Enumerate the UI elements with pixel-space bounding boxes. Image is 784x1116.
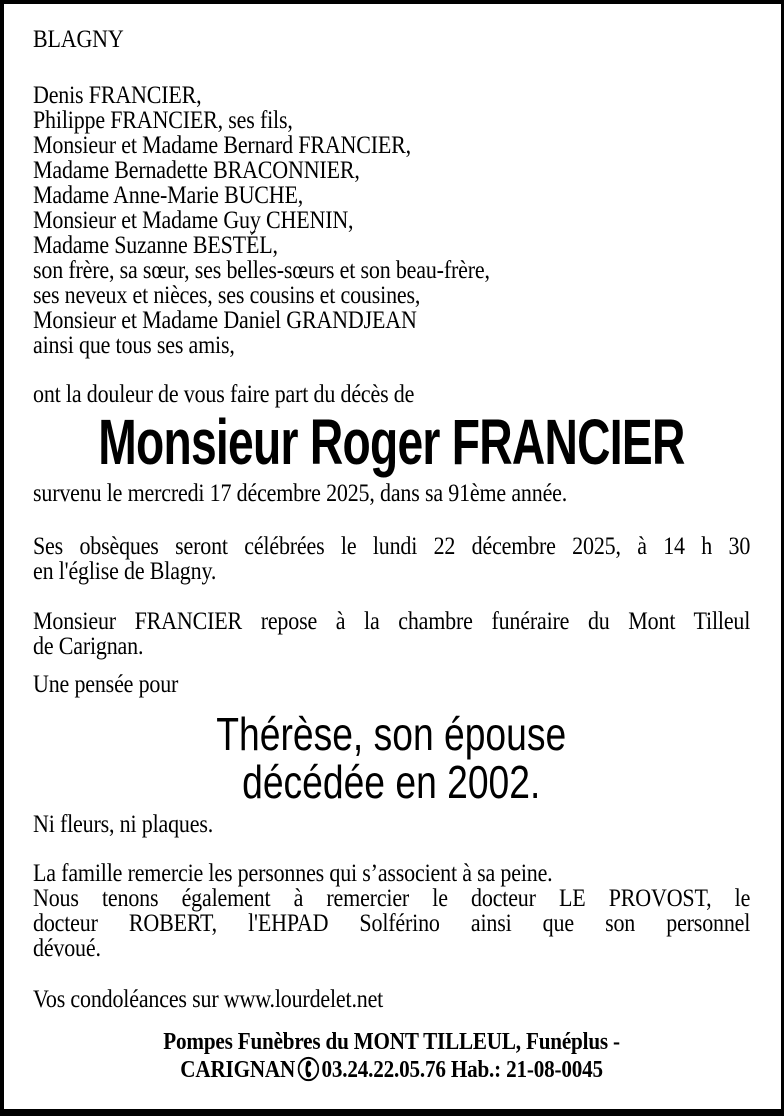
no-flowers-line: Ni fleurs, ni plaques. [33, 811, 214, 838]
thanks-line: dévoué. [33, 935, 101, 962]
funeral-home-name-line: Pompes Funèbres du MONT TILLEUL, Funéplus - [163, 1029, 620, 1055]
repose-line: de Carignan. [33, 633, 144, 660]
tribute-line: Thérèse, son épouse [216, 708, 567, 760]
funeral-home-contact-line [33, 1056, 750, 1084]
funeral-home-phone: 03.24.22.05.76 Hab.: 21-08-0045 [321, 1057, 603, 1083]
funeral-home-footer [33, 1028, 750, 1084]
family-member-line: Madame Anne-Marie BUCHE, [33, 182, 304, 209]
family-member-line: Denis FRANCIER, [33, 82, 202, 109]
tribute-line: décédée en 2002. [242, 756, 541, 808]
tribute-block [33, 710, 750, 806]
family-friends-line: ainsi que tous ses amis, [33, 332, 235, 359]
announcement-line: ont la douleur de vous faire part du décès de [33, 381, 415, 408]
thought-intro-line: Une pensée pour [33, 671, 179, 698]
tribute-text [217, 710, 567, 806]
condolences-line: Vos condoléances sur www.lourdelet.net [33, 986, 384, 1013]
family-member-line: Madame Suzanne BESTÉL, [33, 232, 278, 259]
family-relations-line: ses neveux et nièces, ses cousins et cousines, [33, 282, 421, 309]
notice-content [33, 0, 750, 1116]
ceremony-paragraph [33, 534, 750, 584]
family-member-line: Madame Bernadette BRACONNIER, [33, 157, 360, 184]
repose-line: Monsieur FRANCIER repose à la chambre funéraire du Mont Tilleul [33, 608, 751, 635]
family-list [33, 83, 750, 358]
thanks-line: docteur ROBERT, l'EHPAD Solférino ainsi que son personnel [33, 910, 751, 937]
repose-paragraph [33, 609, 750, 659]
city-name: BLAGNY [33, 26, 124, 53]
thanks-paragraph [33, 861, 750, 961]
family-relations-line: son frère, sa sœur, ses belles-sœurs et son beau-frère, [33, 257, 490, 284]
family-member-line: Monsieur et Madame Bernard FRANCIER, [33, 132, 411, 159]
thanks-line: La famille remercie les personnes qui s’associent à sa peine. [33, 860, 553, 887]
funeral-home-city: CARIGNAN [180, 1057, 296, 1083]
family-member-line: Philippe FRANCIER, ses fils, [33, 107, 293, 134]
family-member-line: Monsieur et Madame Guy CHENIN, [33, 207, 354, 234]
deceased-name: Monsieur Roger FRANCIER [98, 406, 685, 478]
family-member-line: Monsieur et Madame Daniel GRANDJEAN [33, 307, 417, 334]
death-date-line: survenu le mercredi 17 décembre 2025, dans sa 91ème année. [33, 480, 568, 507]
thanks-line: Nous tenons également à remercier le docteur LE PROVOST, le [33, 885, 751, 912]
ceremony-line: Ses obsèques seront célébrées le lundi 22 décembre 2025, à 14 h 30 [33, 533, 751, 560]
deceased-name-block [33, 404, 750, 480]
phone-icon [296, 1056, 321, 1082]
ceremony-line: en l'église de Blagny. [33, 558, 217, 585]
